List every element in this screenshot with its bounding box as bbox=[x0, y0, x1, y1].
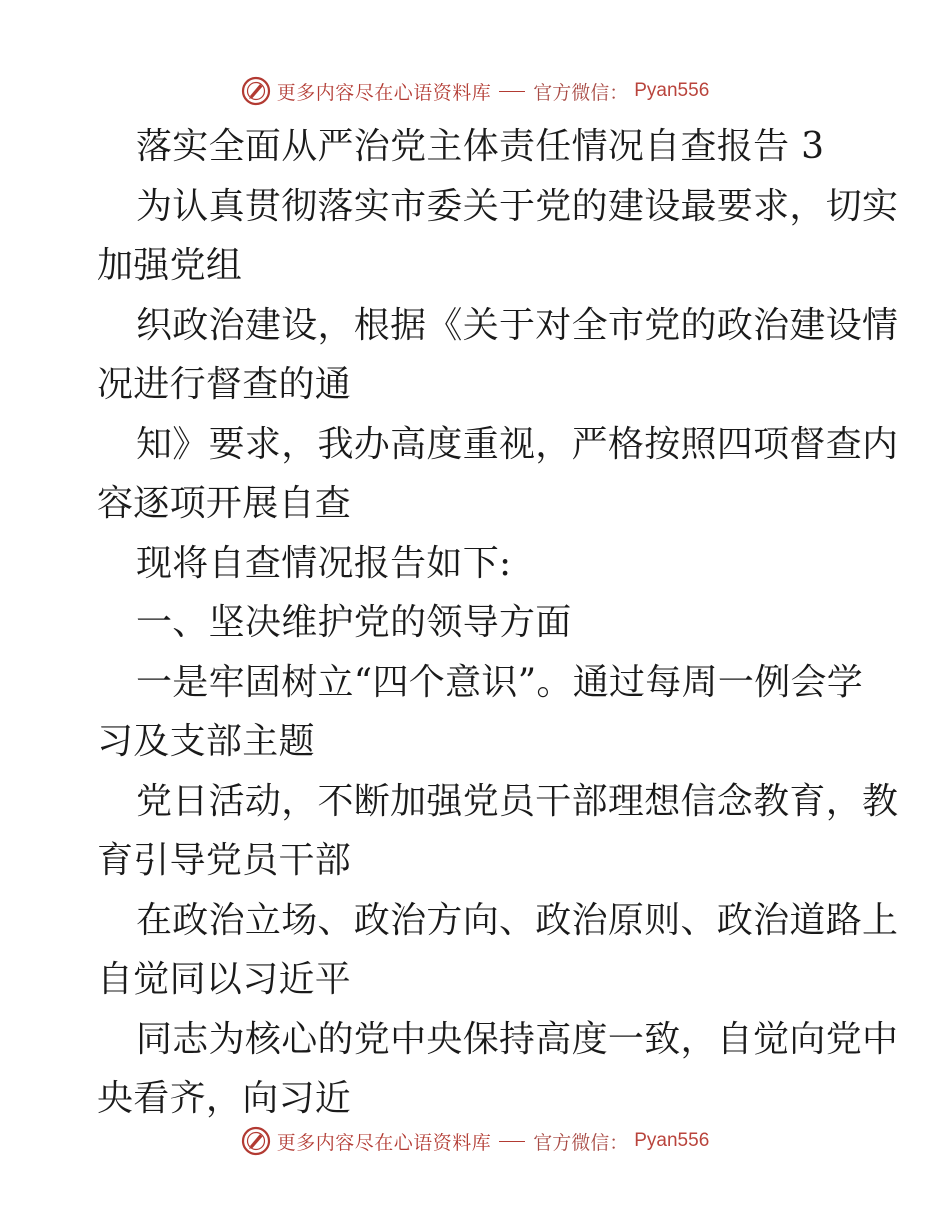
watermark-label: 官方微信： bbox=[533, 1131, 629, 1154]
text-line: 央看齐，向习近 bbox=[97, 1078, 352, 1119]
text-line: 加强党组 bbox=[97, 245, 243, 286]
watermark-brand: 更多内容尽在心语资料库 bbox=[276, 81, 492, 104]
text-line: 况进行督查的通 bbox=[97, 364, 352, 405]
text-line: 织政治建设，根据《关于对全市党的政治建设情 bbox=[136, 304, 899, 346]
text-line: 在政治立场、政治方向、政治原则、政治道路上 bbox=[136, 899, 899, 941]
text-line: 现将自查情况报告如下: bbox=[136, 542, 512, 584]
watermark-footer bbox=[0, 1121, 950, 1161]
document-title: 落实全面从严治党主体责任情况自查报告 3 bbox=[136, 126, 825, 167]
seal-logo-icon bbox=[241, 76, 271, 106]
watermark-header bbox=[0, 71, 950, 111]
text-line: 同志为核心的党中央保持高度一致，自觉向党中 bbox=[136, 1018, 899, 1060]
document-body bbox=[97, 117, 899, 1129]
text-line: 一、坚决维护党的领导方面 bbox=[136, 602, 572, 643]
text-line: 习及支部主题 bbox=[97, 721, 315, 762]
text-line: 党日活动，不断加强党员干部理想信念教育，教 bbox=[136, 780, 899, 822]
watermark-wechat-id: Pyan556 bbox=[634, 1130, 710, 1151]
watermark-label: 官方微信： bbox=[533, 81, 629, 104]
watermark-dash bbox=[499, 1141, 525, 1142]
text-line: 为认真贯彻落实市委关于党的建设最要求，切实 bbox=[136, 185, 899, 227]
watermark-brand: 更多内容尽在心语资料库 bbox=[276, 1131, 492, 1154]
watermark-wechat-id: Pyan556 bbox=[634, 80, 710, 101]
text-line: 一是牢固树立“四个意识”。通过每周一例会学 bbox=[136, 661, 864, 703]
text-line: 自觉同以习近平 bbox=[97, 959, 352, 1000]
seal-logo-icon bbox=[241, 1126, 271, 1156]
watermark-dash bbox=[499, 91, 525, 92]
text-line: 育引导党员干部 bbox=[97, 840, 352, 881]
text-line: 容逐项开展自查 bbox=[97, 483, 352, 524]
text-line: 知》要求，我办高度重视，严格按照四项督查内 bbox=[136, 423, 899, 465]
